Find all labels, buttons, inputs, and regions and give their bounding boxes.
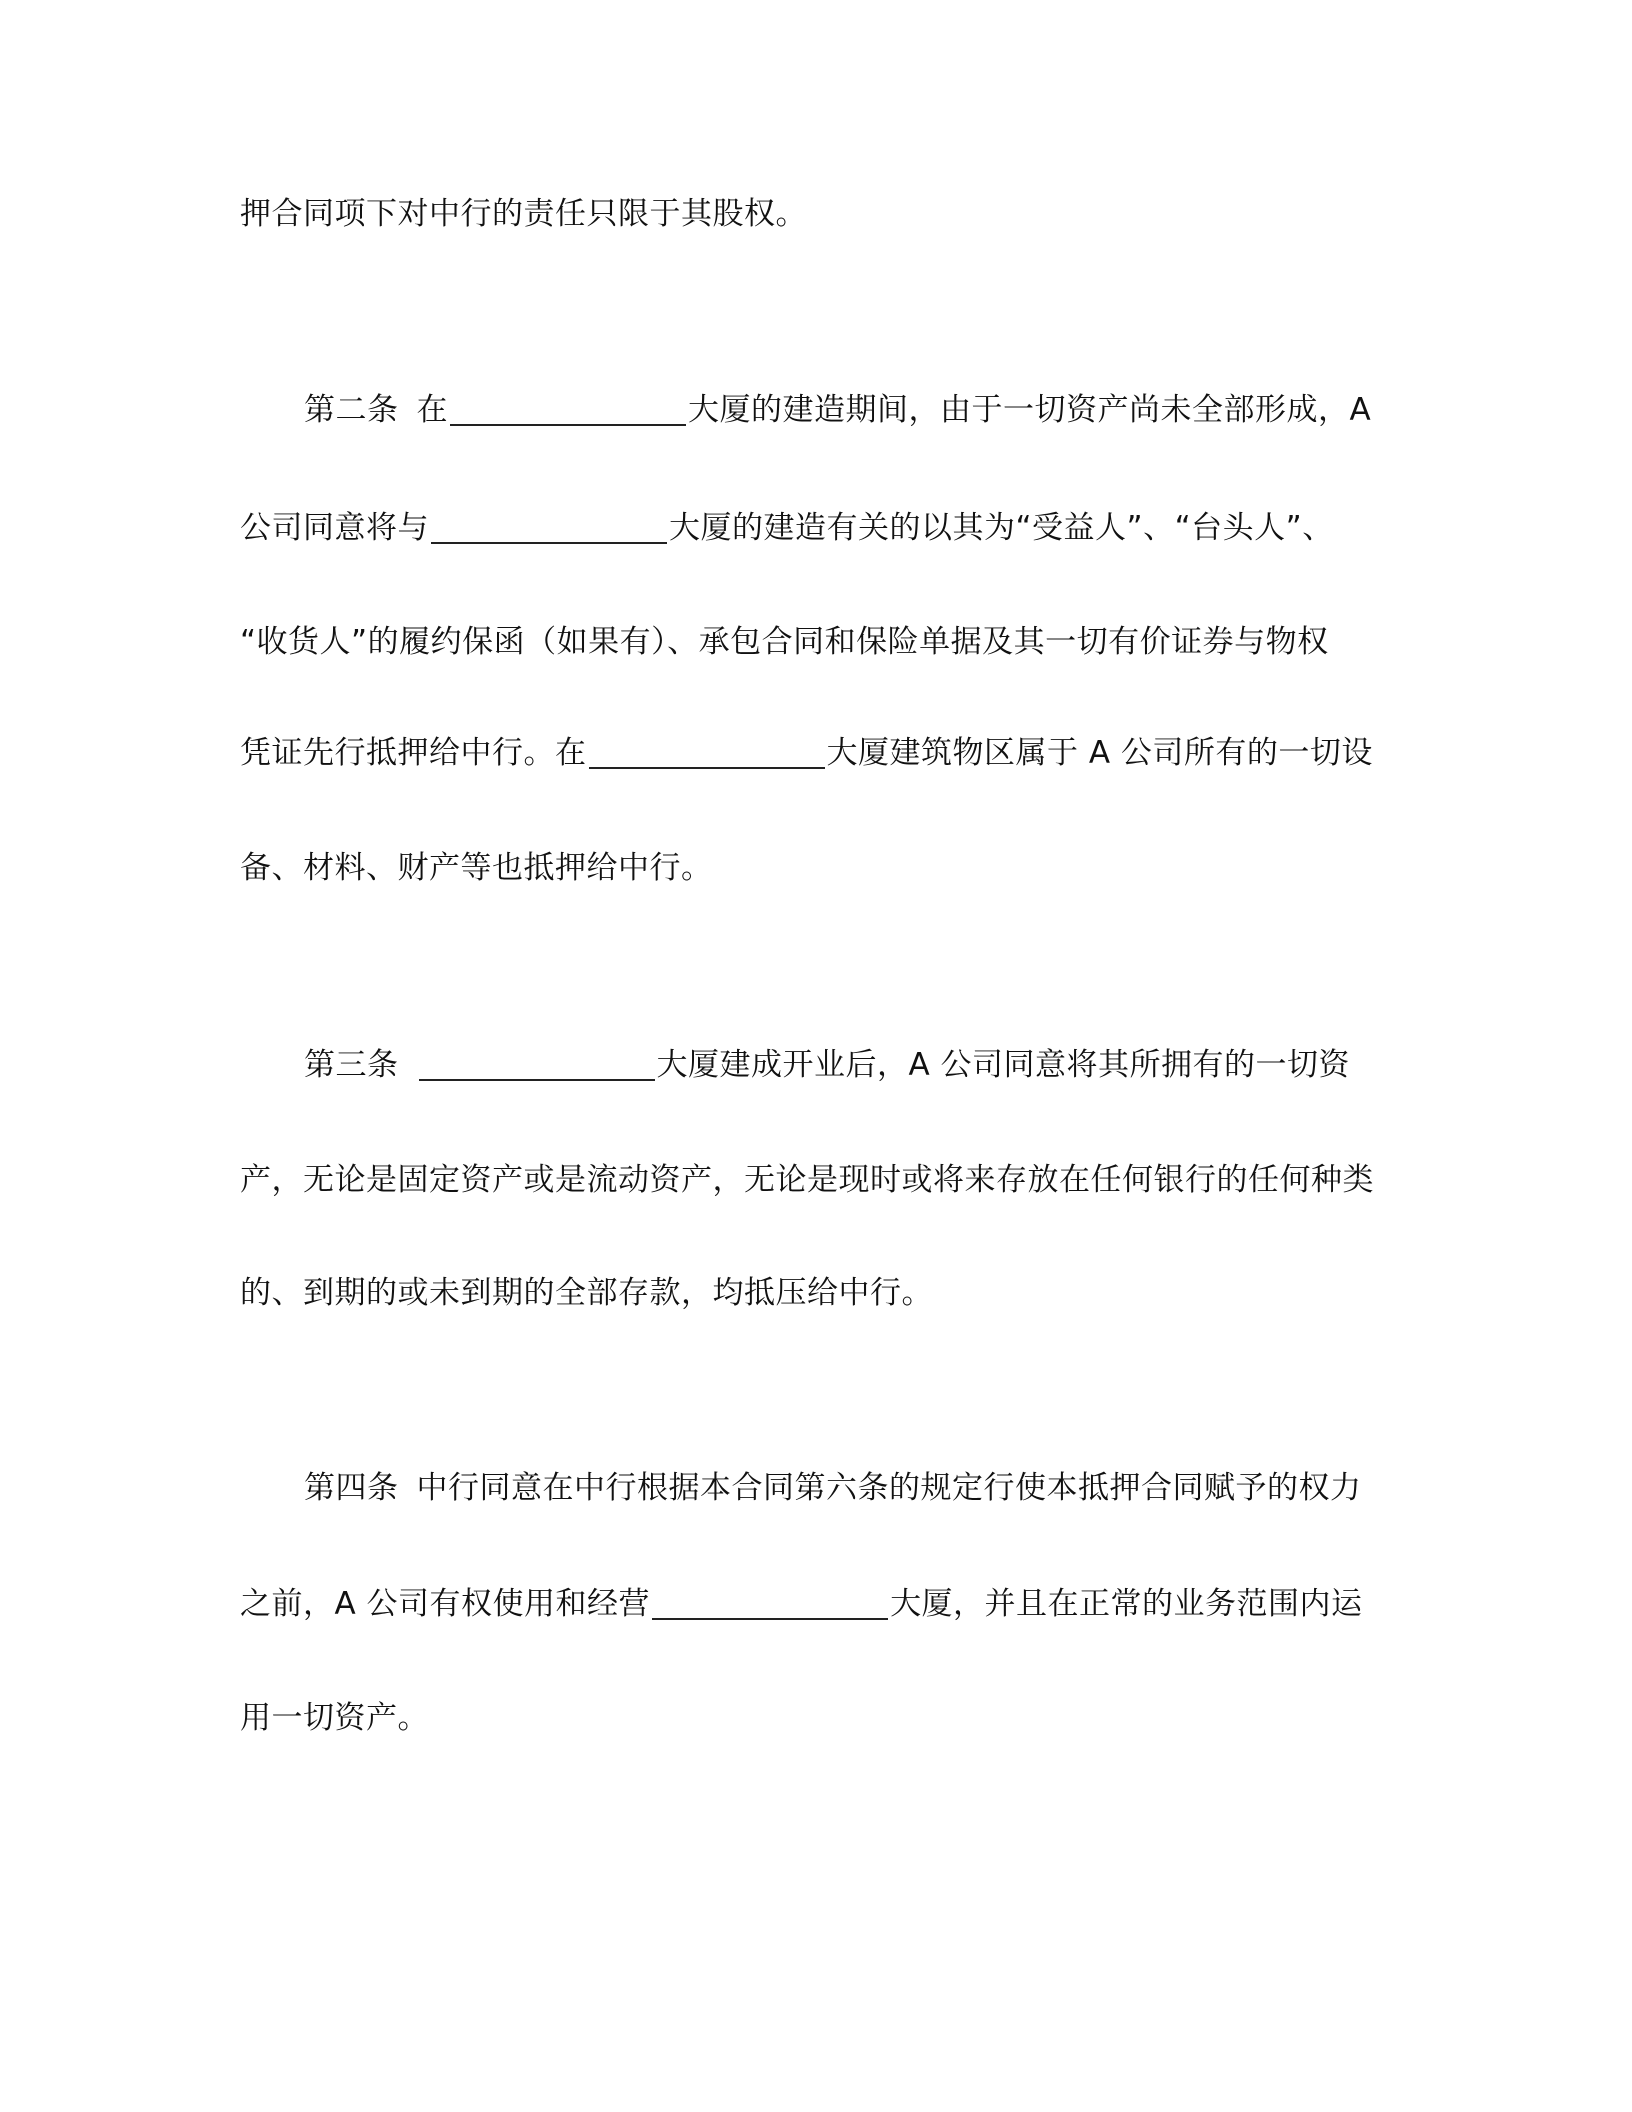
- article-2-line-3: [240, 622, 1410, 662]
- article-4-line-1: [304, 1468, 1474, 1508]
- article-3-label: 第三条: [304, 1047, 399, 1083]
- blank-field: [652, 1588, 888, 1620]
- article-3-line-1: [304, 1045, 1474, 1085]
- blank-field: [450, 394, 686, 426]
- article-3-text: 的、到期的或未到期的全部存款，均抵压给中行。: [240, 1275, 933, 1311]
- article-4-text: 之前，A 公司有权使用和经营: [240, 1586, 651, 1622]
- article-2-text: 在: [416, 392, 448, 428]
- article-3-line-3: [240, 1273, 1410, 1313]
- article-1-tail: [240, 194, 1410, 234]
- article-2-text: 公司同意将与: [240, 510, 429, 546]
- article-2-label: 第二条: [304, 392, 399, 428]
- article-2-line-5: [240, 848, 1410, 888]
- article-2-line-1: [304, 390, 1474, 430]
- article-4-line-2: [240, 1584, 1410, 1624]
- article-4-label: 第四条: [304, 1470, 399, 1506]
- blank-field: [419, 1049, 655, 1081]
- article-2-line-2: [240, 508, 1410, 548]
- article-4-text: 中行同意在中行根据本合同第六条的规定行使本抵押合同赋予的权力: [416, 1470, 1362, 1506]
- article-3-text: 大厦建成开业后，A 公司同意将其所拥有的一切资: [656, 1047, 1351, 1083]
- article-2-text: “收货人”的履约保函（如果有）、承包合同和保险单据及其一切有价证券与物权: [240, 624, 1329, 660]
- article-3-line-2: [240, 1160, 1410, 1200]
- article-2-line-4: [240, 733, 1410, 773]
- blank-field: [589, 737, 825, 769]
- article-2-text: 备、材料、财产等也抵押给中行。: [240, 850, 713, 886]
- article-2-text: 大厦的建造期间，由于一切资产尚未全部形成，A: [688, 392, 1372, 428]
- article-4-text: 用一切资产。: [240, 1700, 429, 1736]
- blank-field: [431, 512, 667, 544]
- article-1-tail-text: 押合同项下对中行的责任只限于其股权。: [240, 196, 807, 232]
- article-4-line-3: [240, 1698, 1410, 1738]
- article-4-text: 大厦，并且在正常的业务范围内运: [890, 1586, 1363, 1622]
- article-2-text: 凭证先行抵押给中行。在: [240, 735, 587, 771]
- article-2-text: 大厦建筑物区属于 A 公司所有的一切设: [826, 735, 1373, 771]
- article-2-text: 大厦的建造有关的以其为“受益人”、“台头人”、: [669, 510, 1334, 546]
- article-3-text: 产，无论是固定资产或是流动资产，无论是现时或将来存放在任何银行的任何种类: [240, 1162, 1374, 1198]
